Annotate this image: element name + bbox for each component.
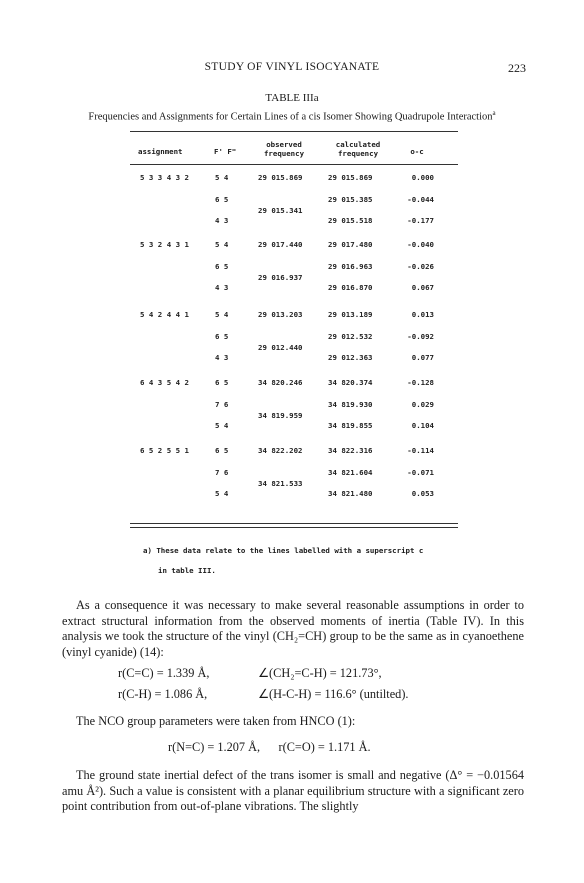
- observed-blended-cell: 29 016.937: [258, 273, 303, 282]
- assignment-cell: 5 3 2 4 3 1: [140, 240, 189, 249]
- col-head-observed-1: observed: [266, 140, 302, 149]
- table-label: TABLE IIIa: [265, 92, 319, 104]
- col-head-calculated-1: calculated: [335, 140, 381, 149]
- equation-angle-ch2: ∠(CH₂=C-H) = 121.73°,: [258, 666, 382, 680]
- calculated-cell: 34 819.855: [328, 421, 373, 430]
- f-cell: 7 6: [215, 468, 229, 477]
- table-footnote-1: a) These data relate to the lines labelled with a superscript c: [143, 546, 424, 555]
- oc-cell: -0.092: [407, 332, 434, 341]
- f-cell: 6 5: [215, 195, 229, 204]
- col-head-assignment: assignment: [138, 147, 183, 156]
- page-number: 223: [508, 61, 526, 75]
- f-cell: 6 5: [215, 332, 229, 341]
- col-head-oc: o-c: [410, 147, 424, 156]
- oc-cell: 0.077: [411, 353, 434, 362]
- oc-cell: -0.040: [407, 240, 434, 249]
- oc-cell: 0.104: [411, 421, 434, 430]
- table-header-rule: [130, 164, 458, 165]
- table-caption-text: Frequencies and Assignments for Certain Lines of a cis Isomer Showing Quadrupole Interaction: [88, 111, 493, 123]
- running-title: STUDY OF VINYL ISOCYANATE: [204, 61, 380, 73]
- oc-cell: -0.177: [407, 216, 434, 225]
- assignment-cell: 6 4 3 5 4 2: [140, 378, 189, 387]
- f-cell: 5 4: [215, 240, 229, 249]
- oc-cell: -0.026: [407, 262, 434, 271]
- observed-blended-cell: 29 012.440: [258, 343, 303, 352]
- table-caption: [0, 109, 584, 123]
- calculated-cell: 34 820.374: [328, 378, 373, 387]
- calculated-cell: 29 016.870: [328, 283, 373, 292]
- calculated-cell: 34 822.316: [328, 446, 373, 455]
- oc-cell: 0.053: [411, 489, 434, 498]
- col-head-calculated-2: frequency: [337, 149, 379, 158]
- f-cell: 4 3: [215, 353, 229, 362]
- observed-blended-cell: 29 015.341: [258, 206, 303, 215]
- f-cell: 6 5: [215, 262, 229, 271]
- table-top-rule: [130, 131, 458, 132]
- paragraph-3: The ground state inertial defect of the trans isomer is small and negative (Δ° = −0.01564 amu Å²). Such a value is consistent with a planar equilibrium structure with a significant zero point contribution from out-of-plane vibrations. The slightly: [62, 768, 524, 813]
- equation-ch: r(C-H) = 1.086 Å,: [118, 687, 208, 701]
- f-cell: 6 5: [215, 378, 229, 387]
- calculated-cell: 29 015.518: [328, 216, 373, 225]
- f-cell: 4 3: [215, 283, 229, 292]
- f-cell: 7 6: [215, 400, 229, 409]
- oc-cell: 0.000: [411, 173, 434, 182]
- oc-cell: 0.067: [411, 283, 434, 292]
- calculated-cell: 29 016.963: [328, 262, 373, 271]
- oc-cell: -0.114: [407, 446, 434, 455]
- calculated-cell: 29 012.532: [328, 332, 373, 341]
- table-bottom-rule: [130, 523, 458, 524]
- observed-cell: 29 013.203: [258, 310, 303, 319]
- table-caption-mark: a: [492, 109, 496, 117]
- observed-cell: 29 015.869: [258, 173, 303, 182]
- observed-cell: 34 820.246: [258, 378, 303, 387]
- assignment-cell: 6 5 2 5 5 1: [140, 446, 189, 455]
- observed-blended-cell: 34 819.959: [258, 411, 303, 420]
- observed-cell: 34 822.202: [258, 446, 303, 455]
- f-cell: 5 4: [215, 489, 229, 498]
- f-cell: 6 5: [215, 446, 229, 455]
- col-head-observed: [255, 140, 313, 158]
- col-head-calculated: [327, 140, 389, 158]
- calculated-cell: 29 013.189: [328, 310, 373, 319]
- equation-cc: r(C=C) = 1.339 Å,: [118, 666, 210, 680]
- assignment-cell: 5 4 2 4 4 1: [140, 310, 189, 319]
- equation-angle-hch: ∠(H-C-H) = 116.6° (untilted).: [258, 687, 409, 701]
- calculated-cell: 29 015.385: [328, 195, 373, 204]
- oc-cell: -0.128: [407, 378, 434, 387]
- calculated-cell: 34 821.604: [328, 468, 373, 477]
- f-cell: 4 3: [215, 216, 229, 225]
- f-cell: 5 4: [215, 173, 229, 182]
- equation-nco: r(N=C) = 1.207 Å, r(C=O) = 1.171 Å.: [168, 740, 371, 754]
- table-footnote-2: in table III.: [158, 566, 216, 575]
- oc-cell: -0.044: [407, 195, 434, 204]
- calculated-cell: 29 012.363: [328, 353, 373, 362]
- calculated-cell: 29 017.480: [328, 240, 373, 249]
- paragraph-2: The NCO group parameters were taken from HNCO (1):: [76, 714, 356, 728]
- observed-cell: 29 017.440: [258, 240, 303, 249]
- assignment-cell: 5 3 3 4 3 2: [140, 173, 189, 182]
- calculated-cell: 34 821.480: [328, 489, 373, 498]
- paragraph-1: As a consequence it was necessary to make several reasonable assumptions in order to extract structural information from the observed moments of inertia (Table IV). In this analysis we took the structure of the vinyl (CH₂=CH) group to be the same as in cyanoethene (vinyl cyanide) (14):: [62, 598, 524, 659]
- col-head-observed-2: frequency: [263, 149, 305, 158]
- oc-cell: -0.071: [407, 468, 434, 477]
- observed-blended-cell: 34 821.533: [258, 479, 303, 488]
- calculated-cell: 34 819.930: [328, 400, 373, 409]
- oc-cell: 0.029: [411, 400, 434, 409]
- oc-cell: 0.013: [411, 310, 434, 319]
- table-bottom-rule-2: [130, 527, 458, 528]
- f-cell: 5 4: [215, 421, 229, 430]
- calculated-cell: 29 015.869: [328, 173, 373, 182]
- col-head-f: F' F": [214, 147, 237, 156]
- f-cell: 5 4: [215, 310, 229, 319]
